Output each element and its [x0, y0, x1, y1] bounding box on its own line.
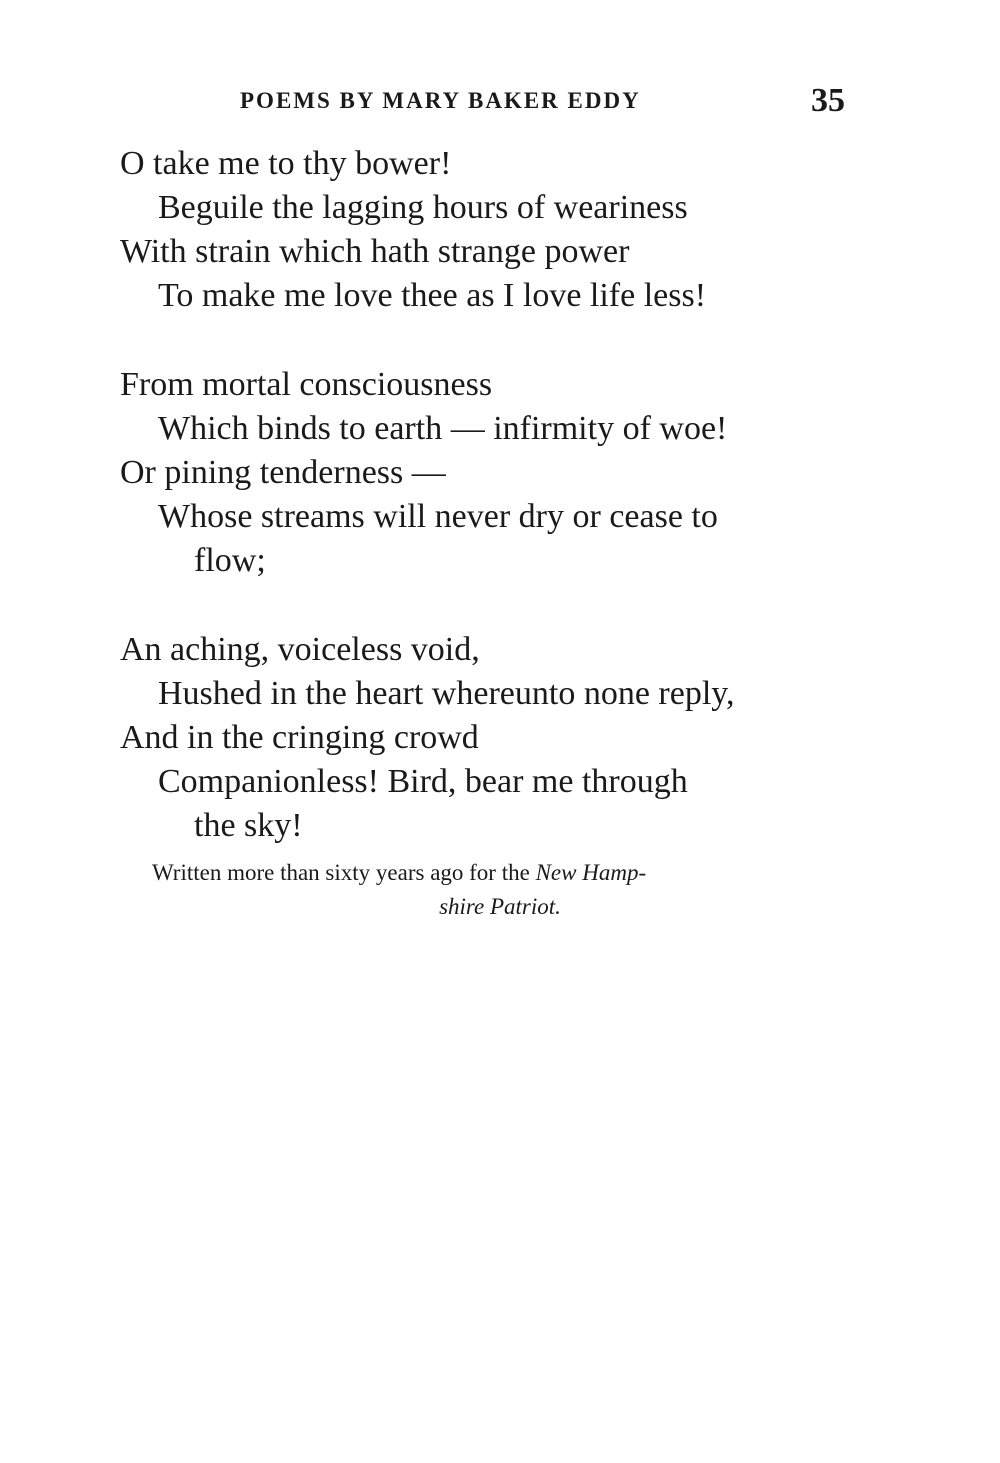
- poem-body: [120, 142, 850, 893]
- stanza-2: [120, 363, 850, 583]
- page-number: 35: [811, 82, 845, 119]
- poem-line: And in the cringing crowd: [120, 719, 479, 756]
- poem-line: O take me to thy bower!: [120, 145, 452, 182]
- poem-line-continuation: the sky!: [194, 807, 303, 844]
- footnote-italic-second: shire Patriot.: [439, 894, 561, 919]
- footnote-italic-first: New Hamp-: [535, 860, 647, 885]
- poem-line: From mortal consciousness: [120, 366, 493, 403]
- poem-line-continuation: flow;: [194, 542, 266, 579]
- poem-line: To make me love thee as I love life less!: [158, 277, 707, 314]
- footnote-text: Written more than sixty years ago for the: [152, 860, 530, 885]
- poem-line: Which binds to earth — infirmity of woe!: [158, 410, 728, 447]
- running-head: [120, 82, 845, 122]
- footnote-line-1: [152, 856, 848, 890]
- footnote: [152, 856, 848, 924]
- running-title: POEMS BY MARY BAKER EDDY: [240, 88, 641, 113]
- poem-line: Hushed in the heart whereunto none reply,: [158, 675, 735, 712]
- poem-line: Companionless! Bird, bear me through: [158, 763, 688, 800]
- poem-line: Beguile the lagging hours of weariness: [158, 189, 688, 226]
- poem-line: Whose streams will never dry or cease to: [158, 498, 718, 535]
- poem-line: An aching, voiceless void,: [120, 631, 480, 668]
- stanza-1: [120, 142, 850, 318]
- poem-line: With strain which hath strange power: [120, 233, 630, 270]
- stanza-3: [120, 628, 850, 848]
- poem-line: Or pining tenderness —: [120, 454, 446, 491]
